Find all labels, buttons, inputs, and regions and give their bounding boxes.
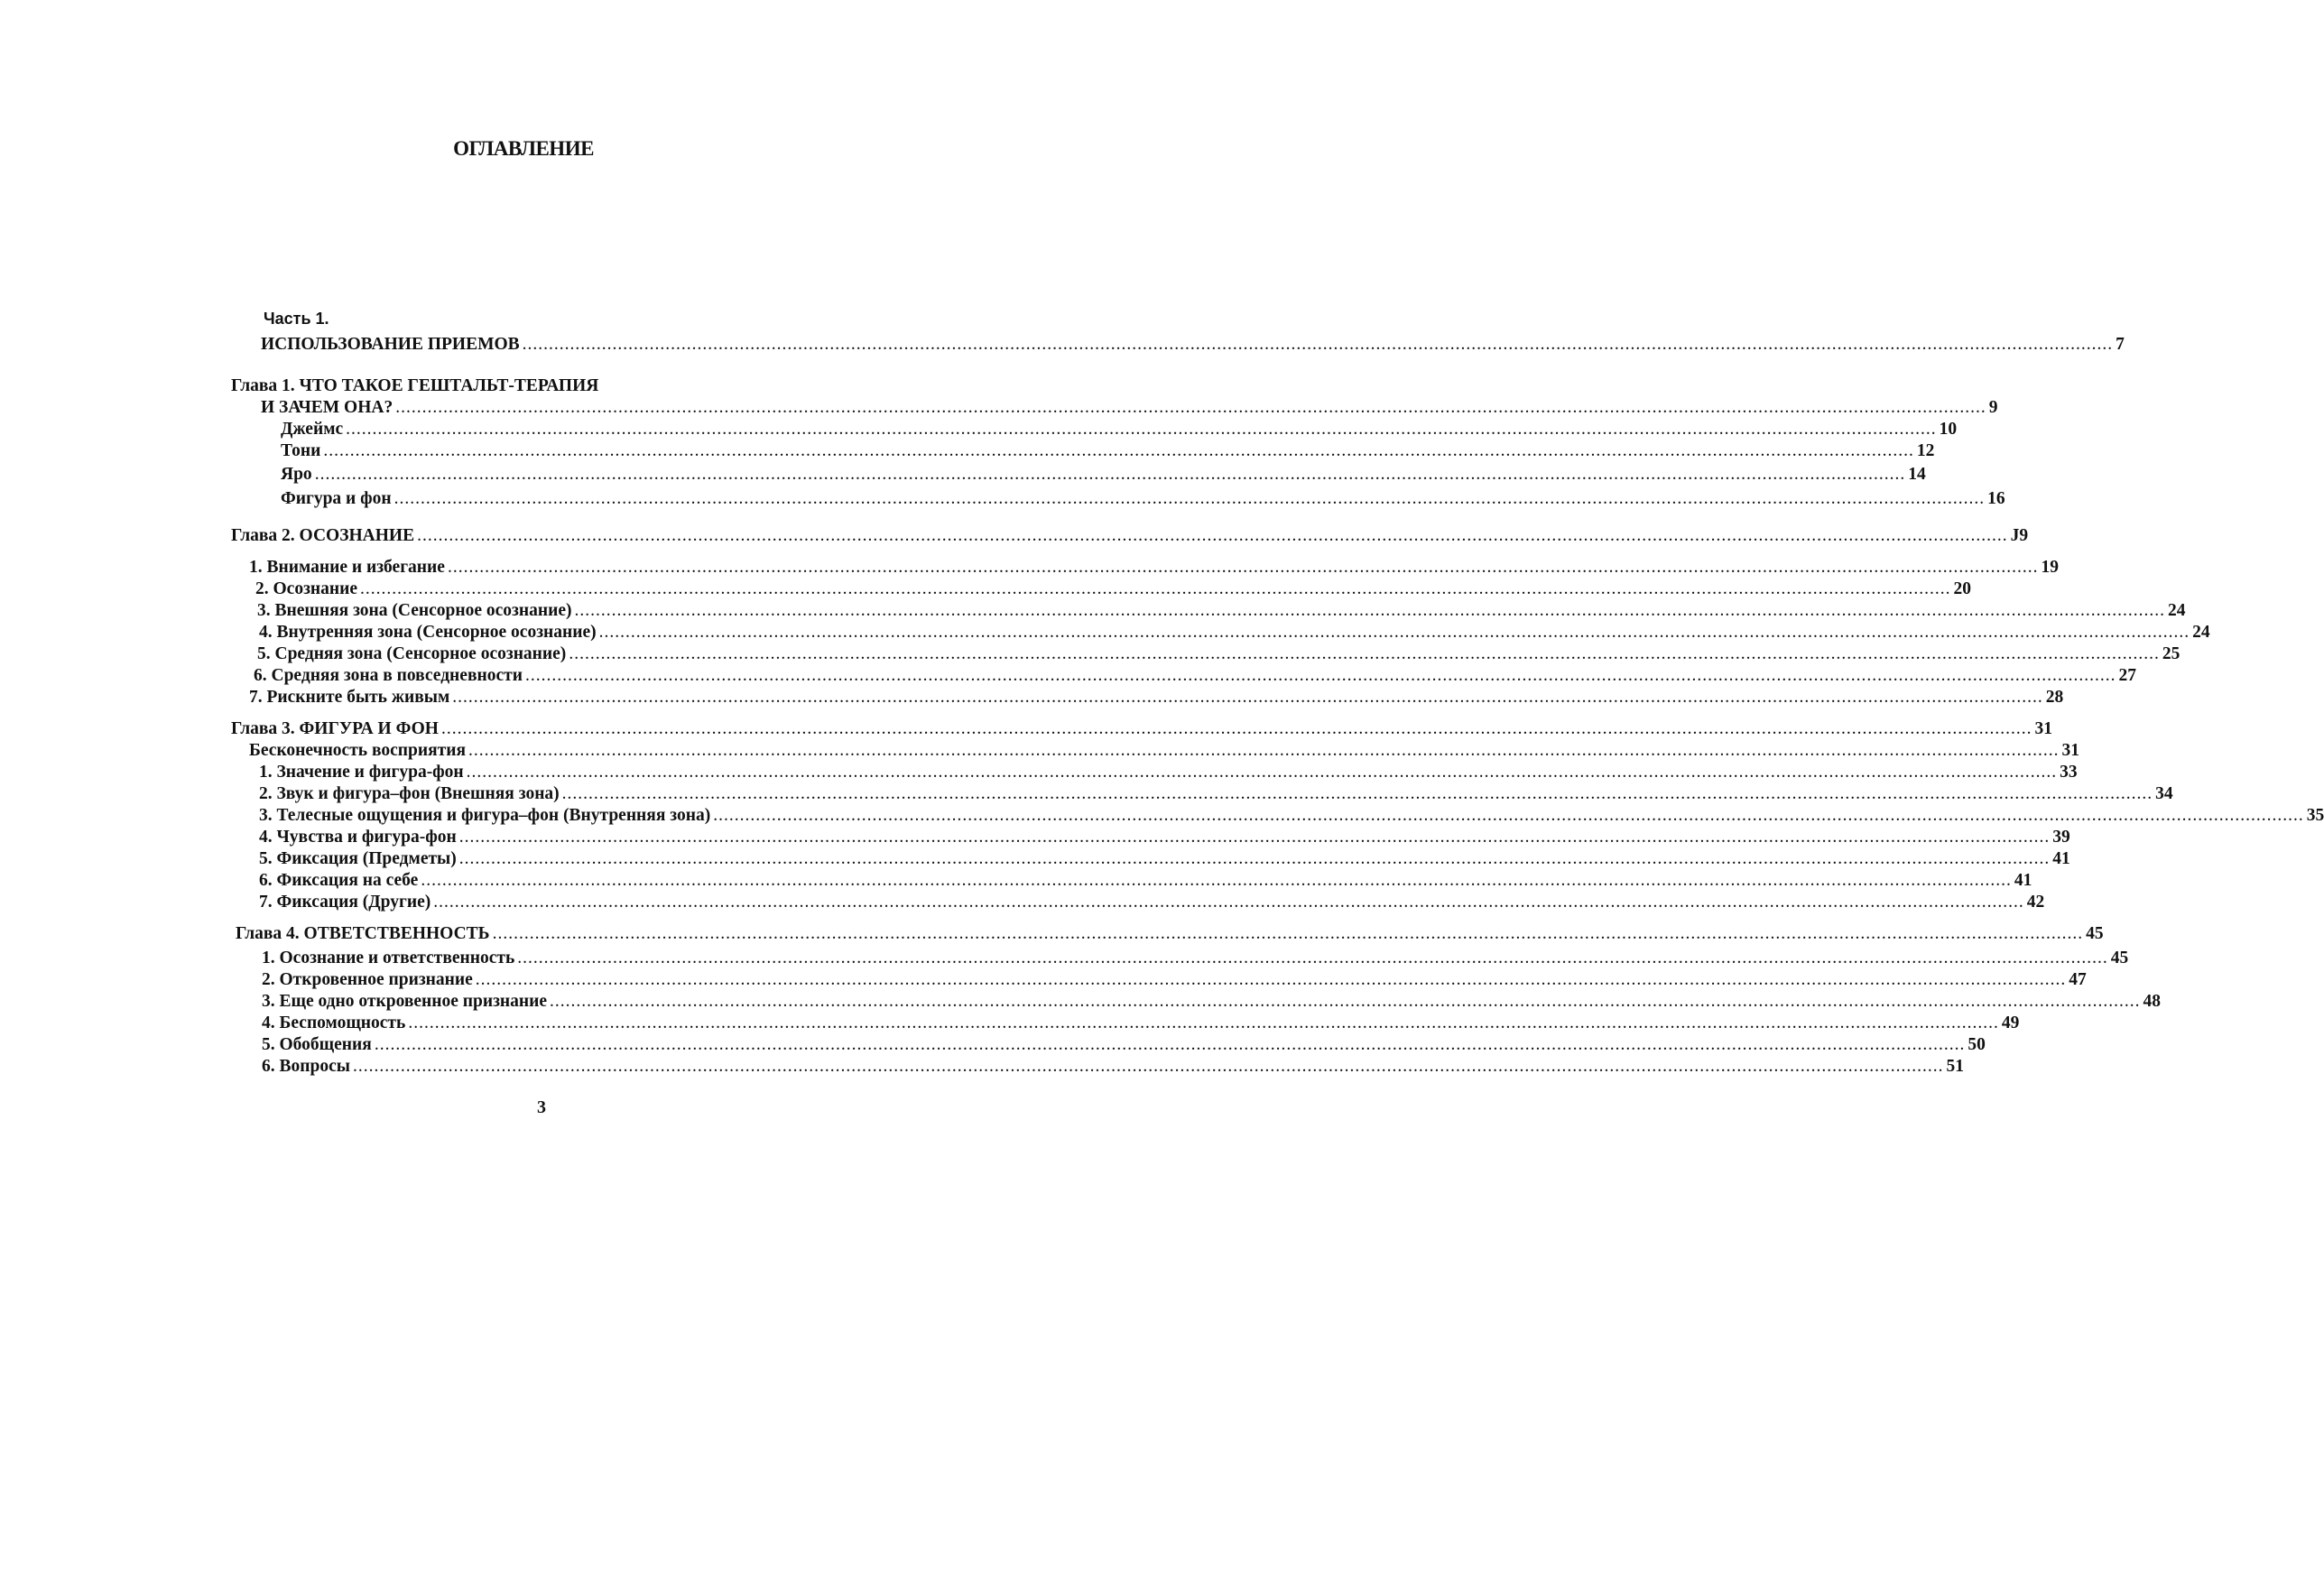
page-number: 3 xyxy=(537,1097,546,1117)
toc-entry: 4. Внутренняя зона (Сенсорное осознание) ............................................................................................................................................................................................................................................................................................................ 24 xyxy=(259,623,2210,642)
dot-leader: ............................................................................................................................................................................................................................................................................................................ xyxy=(421,871,2012,890)
chapter-heading: Глава 3. ФИГУРА И ФОН ............................................................................................................................................................................................................................................................................................................ 31 xyxy=(231,719,2052,738)
toc-entry: 2. Осознание ............................................................................................................................................................................................................................................................................................................ 20 xyxy=(255,579,1972,598)
chapter-heading: Глава 1. ЧТО ТАКОЕ ГЕШТАЛЬТ-ТЕРАПИЯ xyxy=(231,376,599,395)
dot-leader: ............................................................................................................................................................................................................................................................................................................ xyxy=(574,601,2165,620)
toc-entry: Фигура и фон ............................................................................................................................................................................................................................................................................................................ 16 xyxy=(281,489,2005,508)
dot-leader: ............................................................................................................................................................................................................................................................................................................ xyxy=(346,420,1937,439)
toc-entry: 5. Средняя зона (Сенсорное осознание) ............................................................................................................................................................................................................................................................................................................ 25 xyxy=(257,644,2180,663)
dot-leader: ............................................................................................................................................................................................................................................................................................................ xyxy=(452,688,2043,707)
dot-leader: ............................................................................................................................................................................................................................................................................................................ xyxy=(352,1057,1944,1076)
toc-entry-label: ИСПОЛЬЗОВАНИЕ ПРИЕМОВ xyxy=(261,335,520,354)
page-title: ОГЛАВЛЕНИЕ xyxy=(453,137,594,160)
dot-leader: ............................................................................................................................................................................................................................................................................................................ xyxy=(468,741,2060,760)
dot-leader: ............................................................................................................................................................................................................................................................................................................ xyxy=(466,763,2058,782)
dot-leader: ............................................................................................................................................................................................................................................................................................................ xyxy=(360,579,1951,598)
toc-entry: Тони ............................................................................................................................................................................................................................................................................................................ 12 xyxy=(281,441,1935,460)
dot-leader: ............................................................................................................................................................................................................................................................................................................ xyxy=(440,719,2032,738)
dot-leader: ............................................................................................................................................................................................................................................................................................................ xyxy=(561,784,2153,803)
toc-entry: Яро ............................................................................................................................................................................................................................................................................................................ 14 xyxy=(281,465,1926,484)
dot-leader: ............................................................................................................................................................................................................................................................................................................ xyxy=(550,992,2141,1011)
toc-entry: 1. Осознание и ответственность ............................................................................................................................................................................................................................................................................................................ 45 xyxy=(262,949,2129,967)
dot-leader: ............................................................................................................................................................................................................................................................................................................ xyxy=(524,666,2116,685)
dot-leader: ............................................................................................................................................................................................................................................................................................................ xyxy=(713,806,2304,825)
dot-leader: ............................................................................................................................................................................................................................................................................................................ xyxy=(395,398,1986,417)
toc-entry: 3. Еще одно откровенное признание ............................................................................................................................................................................................................................................................................................................ 48 xyxy=(262,992,2162,1011)
toc-entry: 4. Чувства и фигура-фон ............................................................................................................................................................................................................................................................................................................ 39 xyxy=(259,828,2070,847)
dot-leader: ............................................................................................................................................................................................................................................................................................................ xyxy=(492,924,2084,943)
toc-entry: 1. Внимание и избегание ............................................................................................................................................................................................................................................................................................................ 19 xyxy=(249,558,2059,577)
toc-entry: 3. Телесные ощущения и фигура–фон (Внутренняя зона) ............................................................................................................................................................................................................................................................................................................ 35 xyxy=(259,806,2324,825)
dot-leader: ............................................................................................................................................................................................................................................................................................................ xyxy=(433,893,2024,912)
toc-entry: 6. Фиксация на себе ............................................................................................................................................................................................................................................................................................................ 41 xyxy=(259,871,2032,890)
dot-leader: ............................................................................................................................................................................................................................................................................................................ xyxy=(447,558,2039,577)
dot-leader: ............................................................................................................................................................................................................................................................................................................ xyxy=(314,465,1906,484)
dot-leader: ............................................................................................................................................................................................................................................................................................................ xyxy=(458,828,2051,847)
toc-entry: Джеймс ............................................................................................................................................................................................................................................................................................................ 10 xyxy=(281,420,1958,439)
toc-entry: 1. Значение и фигура-фон ............................................................................................................................................................................................................................................................................................................ 33 xyxy=(259,763,2078,782)
toc-entry: 6. Средняя зона в повседневности ............................................................................................................................................................................................................................................................................................................ 27 xyxy=(254,666,2136,685)
toc-entry-label: И ЗАЧЕМ ОНА? xyxy=(261,398,394,417)
toc-entry: 6. Вопросы ............................................................................................................................................................................................................................................................................................................ 51 xyxy=(262,1057,1964,1076)
dot-leader: ............................................................................................................................................................................................................................................................................................................ xyxy=(458,849,2051,868)
toc-entry xyxy=(261,334,2125,356)
dot-leader: ............................................................................................................................................................................................................................................................................................................ xyxy=(394,489,1986,508)
dot-leader: ............................................................................................................................................................................................................................................................................................................ xyxy=(417,526,2008,545)
toc-entry: Бесконечность восприятия ............................................................................................................................................................................................................................................................................................................ 31 xyxy=(249,741,2080,760)
toc-entry xyxy=(261,397,1998,419)
toc-entry: 4. Беспомощность ............................................................................................................................................................................................................................................................................................................ 49 xyxy=(262,1014,2020,1032)
dot-leader: ............................................................................................................................................................................................................................................................................................................ xyxy=(569,644,2160,663)
toc-entry: 2. Откровенное признание ............................................................................................................................................................................................................................................................................................................ 47 xyxy=(262,970,2087,989)
toc-entry: 5. Обобщения ............................................................................................................................................................................................................................................................................................................ 50 xyxy=(262,1035,1986,1054)
dot-leader: ............................................................................................................................................................................................................................................................................................................ xyxy=(374,1035,1966,1054)
toc-entry: 7. Фиксация (Другие) ............................................................................................................................................................................................................................................................................................................ 42 xyxy=(259,893,2045,912)
dot-leader: ............................................................................................................................................................................................................................................................................................................ xyxy=(598,623,2190,642)
toc-entry-page: 9 xyxy=(1988,398,1998,417)
toc-entry: 5. Фиксация (Предметы) ............................................................................................................................................................................................................................................................................................................ 41 xyxy=(259,849,2070,868)
toc-entry-page: 7 xyxy=(2116,335,2125,354)
dot-leader: ............................................................................................................................................................................................................................................................................................................ xyxy=(323,441,1914,460)
toc-entry: 7. Рискните быть живым ............................................................................................................................................................................................................................................................................................................ 28 xyxy=(249,688,2064,707)
dot-leader: ............................................................................................................................................................................................................................................................................................................ xyxy=(522,335,2114,354)
dot-leader: ............................................................................................................................................................................................................................................................................................................ xyxy=(408,1014,1999,1032)
part-label: Часть 1. xyxy=(264,310,329,328)
chapter-heading: Глава 4. ОТВЕТСТВЕННОСТЬ ............................................................................................................................................................................................................................................................................................................ 45 xyxy=(236,924,2104,943)
toc-entry: 2. Звук и фигура–фон (Внешняя зона) ............................................................................................................................................................................................................................................................................................................ 34 xyxy=(259,784,2173,803)
toc-entry: 3. Внешняя зона (Сенсорное осознание) ............................................................................................................................................................................................................................................................................................................ 24 xyxy=(257,601,2186,620)
dot-leader: ............................................................................................................................................................................................................................................................................................................ xyxy=(517,949,2108,967)
dot-leader: ............................................................................................................................................................................................................................................................................................................ xyxy=(475,970,2067,989)
chapter-heading: Глава 2. ОСОЗНАНИЕ ............................................................................................................................................................................................................................................................................................................ J9 xyxy=(231,526,2029,545)
